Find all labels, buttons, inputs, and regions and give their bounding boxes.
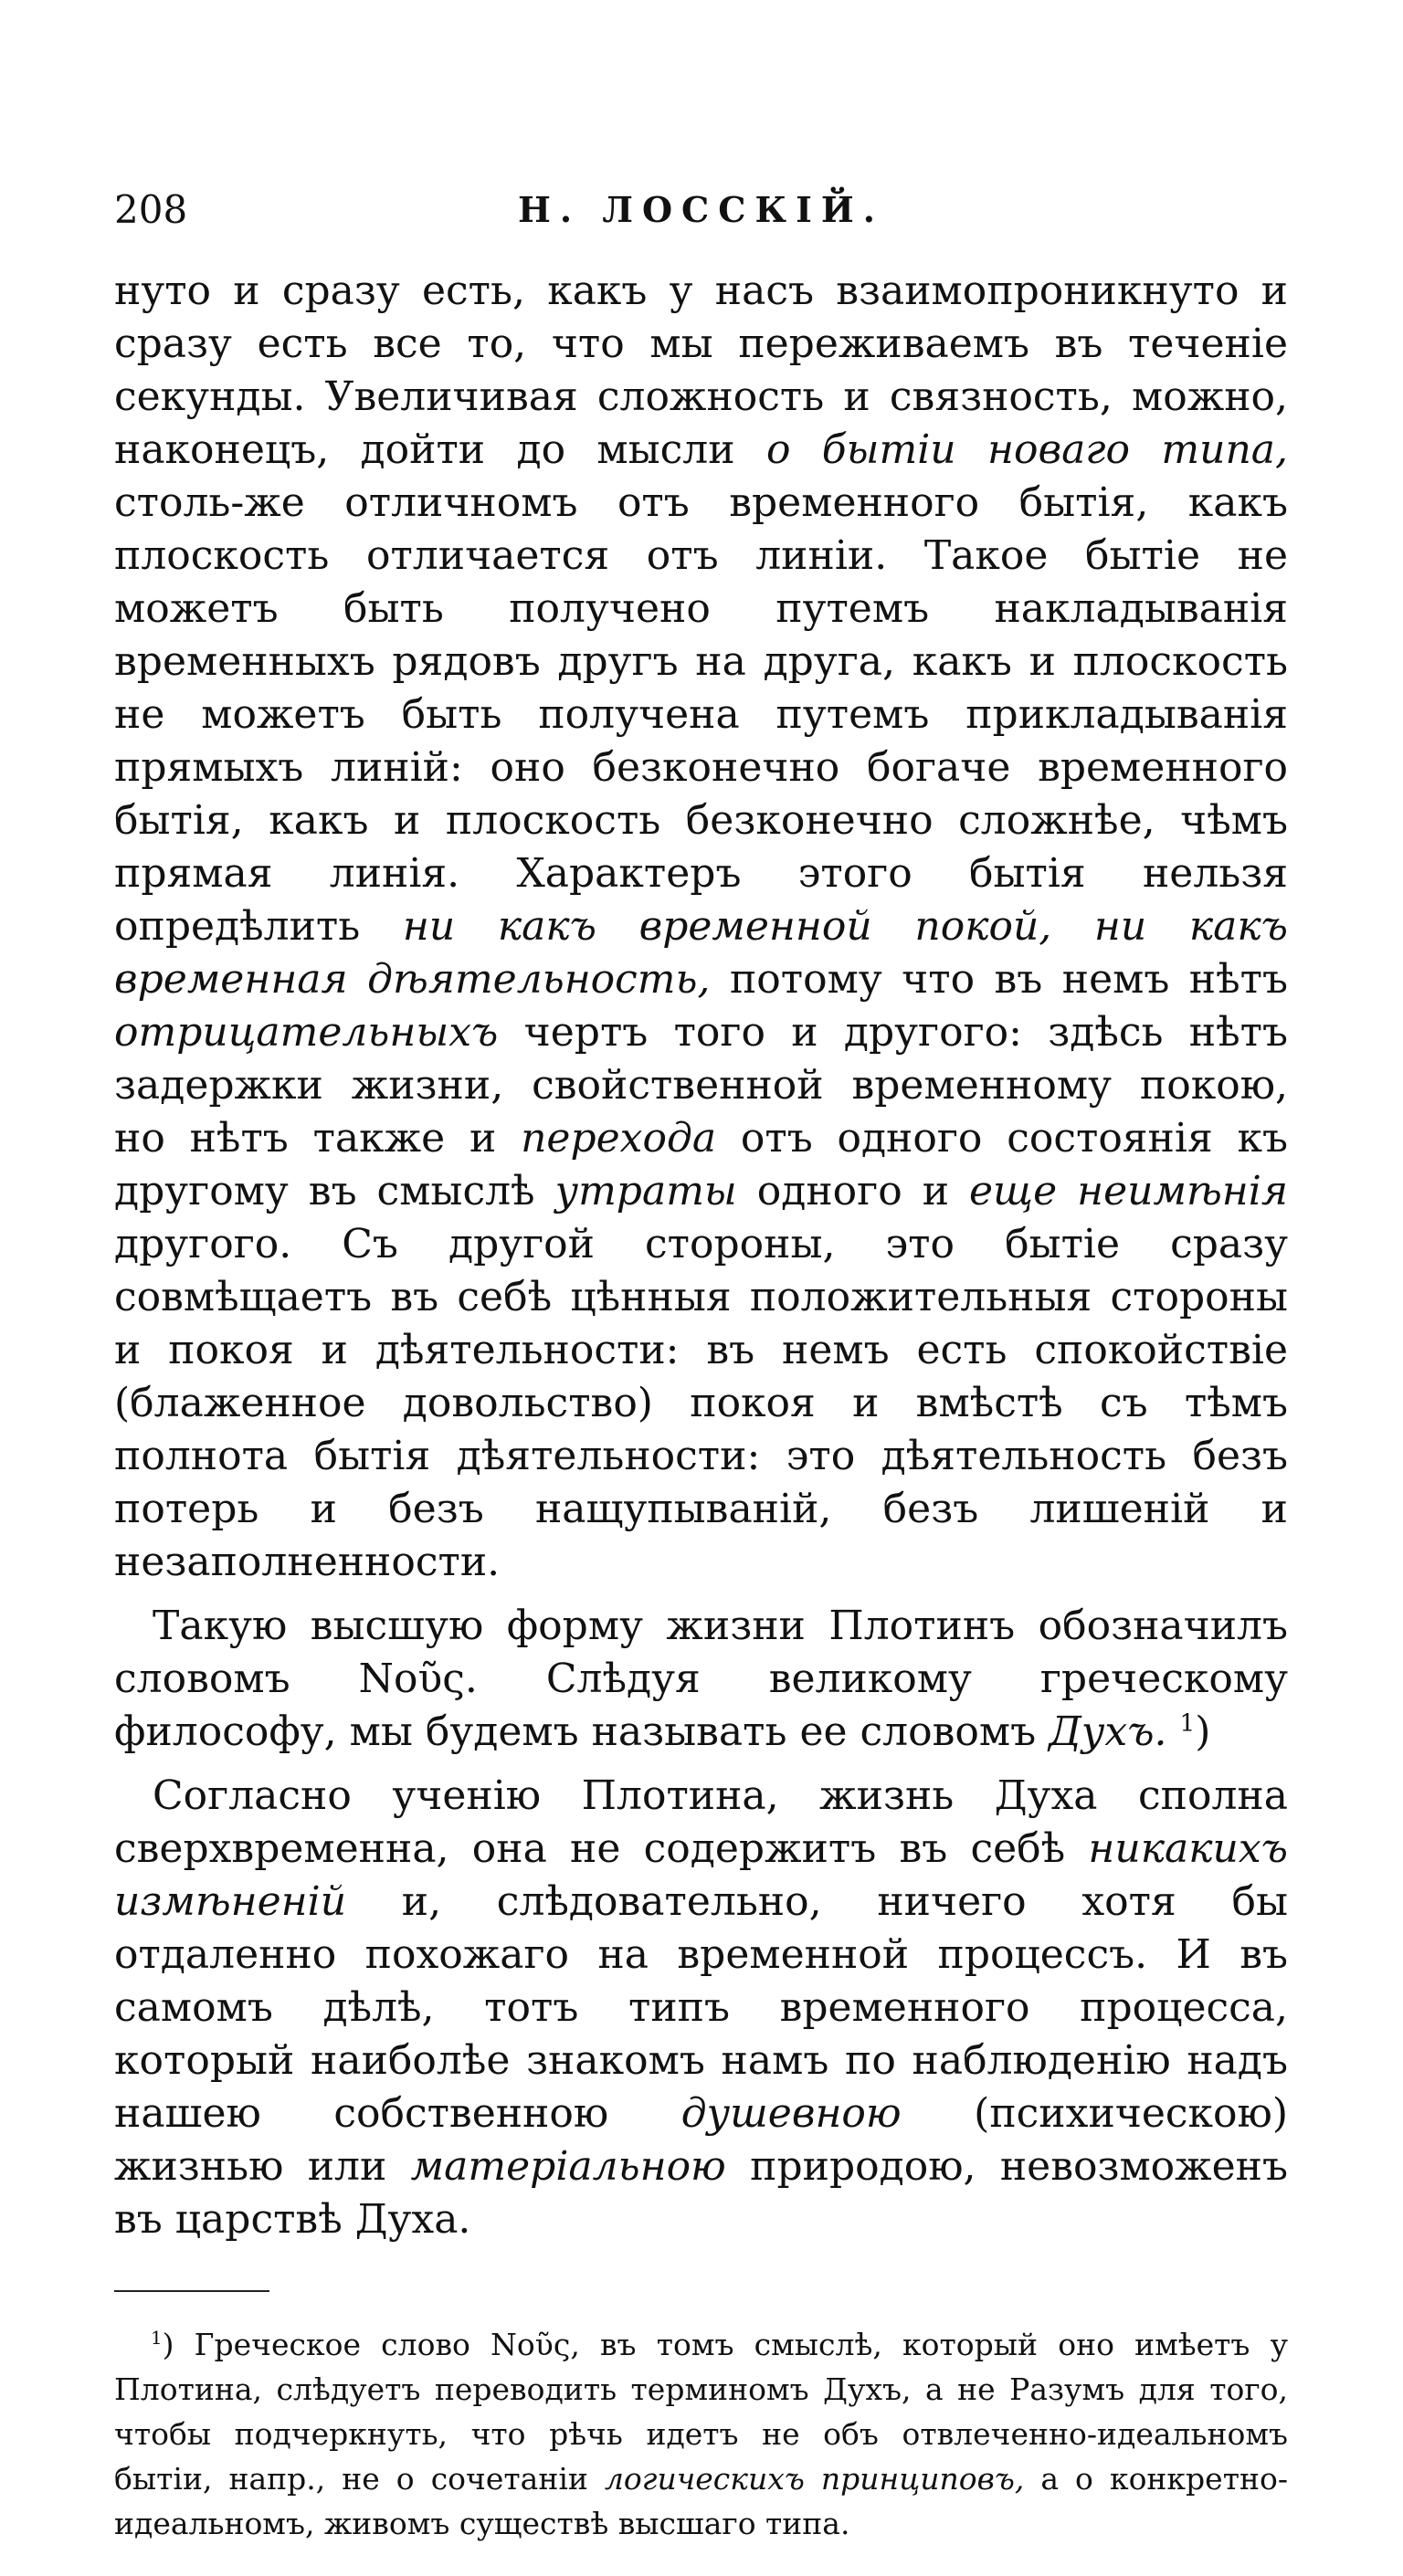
page-header	[114, 183, 1288, 237]
text-run: )	[1195, 1709, 1211, 1755]
text-run: отъ одного состоянія къ другому въ смыслѣ	[114, 1115, 1288, 1214]
italic-run: отрицательныхъ	[114, 1009, 499, 1056]
paragraph-continuation	[114, 265, 1288, 1589]
main-text	[114, 265, 1288, 2246]
running-title: Н. ЛОССКІЙ.	[517, 189, 885, 230]
text-run: (психическою) жизнью или	[114, 2090, 1288, 2190]
footnote	[114, 2322, 1288, 2546]
text-run: Такую высшую форму жизни Плотинъ обозначилъ словомъ Νοῦς. Слѣдуя великому греческому философу, мы будемъ называть ее словомъ	[114, 1603, 1288, 1755]
text-run: нуто и сразу есть, какъ у насъ взаимопроникнуто и сразу есть все то, что мы переживаемъ въ теченіе секунды. Увеличивая сложность и связность, можно, наконецъ, дойти до мысли	[114, 268, 1288, 473]
text-run: столь-же отличномъ отъ временного бытія, какъ плоскость отличается отъ линіи. Такое бытіе не можетъ быть получено путемъ накладыванія временныхъ рядовъ другъ на друга, какъ и плоскость не можетъ быть получена путемъ прикладыванія прямыхъ линій: оно безконечно богаче временного бытія, какъ и плоскость безконечно сложнѣе, чѣмъ прямая линія. Характеръ этого бытія нельзя опредѣлить	[114, 479, 1288, 950]
text-run	[1167, 1709, 1180, 1755]
italic-run: ни какъ временной покой, ни какъ временная дѣятельность,	[114, 903, 1288, 1003]
footnote-reference[interactable]: 1	[1179, 1709, 1196, 1738]
paragraph-nous	[114, 1600, 1288, 1759]
italic-run: логическихъ принциповъ,	[604, 2461, 1025, 2497]
text-run: чертъ того и другого: здѣсь нѣтъ задержки жизни, свойственной временному покою, но нѣтъ также и	[114, 1009, 1288, 1162]
italic-run: о бытіи новаго типа,	[765, 426, 1288, 473]
text-run: одного и	[736, 1168, 970, 1214]
italic-run: матеріальною	[410, 2143, 726, 2190]
text-run: а о конкретно-идеальномъ, живомъ существѣ высшаго типа.	[114, 2461, 1288, 2541]
italic-run: никакихъ измѣненій	[114, 1825, 1288, 1925]
text-run: ) Греческое слово Νοῦς, въ томъ смыслѣ, который оно имѣетъ у Плотина, слѣдуетъ переводить терминомъ Духъ, а не Разумъ для того, чтобы подчеркнуть, что рѣчь идетъ не объ отвлеченно-идеальномъ бытіи, напр., не о сочетаніи	[114, 2327, 1288, 2497]
italic-run: утраты	[554, 1168, 737, 1214]
italic-run: душевною	[680, 2090, 902, 2137]
text-run: и, слѣдовательно, ничего хотя бы отдаленно похожаго на временной процессъ. И въ самомъ дѣлѣ, тотъ типъ временного процесса, который наиболѣе знакомъ намъ по наблюденію надъ нашею собственною	[114, 1878, 1288, 2137]
text-run: Согласно ученію Плотина, жизнь Духа сполна сверхвременна, она не содержитъ въ себѣ	[114, 1772, 1288, 1872]
book-page	[114, 183, 1288, 2576]
footnote-marker: 1	[151, 2328, 163, 2349]
text-run: потому что въ немъ нѣтъ	[710, 956, 1288, 1003]
italic-run: перехода	[521, 1115, 717, 1162]
text-run: природою, невозможенъ въ царствѣ Духа.	[114, 2143, 1288, 2243]
paragraph-plotinus	[114, 1770, 1288, 2246]
text-run: другого. Съ другой стороны, это бытіе сразу совмѣщаетъ въ себѣ цѣнныя положительныя стороны и покоя и дѣятельности: въ немъ есть спокойствіе (блаженное довольство) покоя и вмѣстѣ съ тѣмъ полнота бытія дѣятельности: это дѣятельность безъ потерь и безъ нащупываній, безъ лишеній и незаполненности.	[114, 1221, 1288, 1585]
italic-run: еще неимѣнія	[969, 1168, 1288, 1214]
footnote-divider	[114, 2290, 269, 2292]
italic-run: Духъ.	[1049, 1709, 1167, 1755]
page-number: 208	[114, 187, 188, 232]
